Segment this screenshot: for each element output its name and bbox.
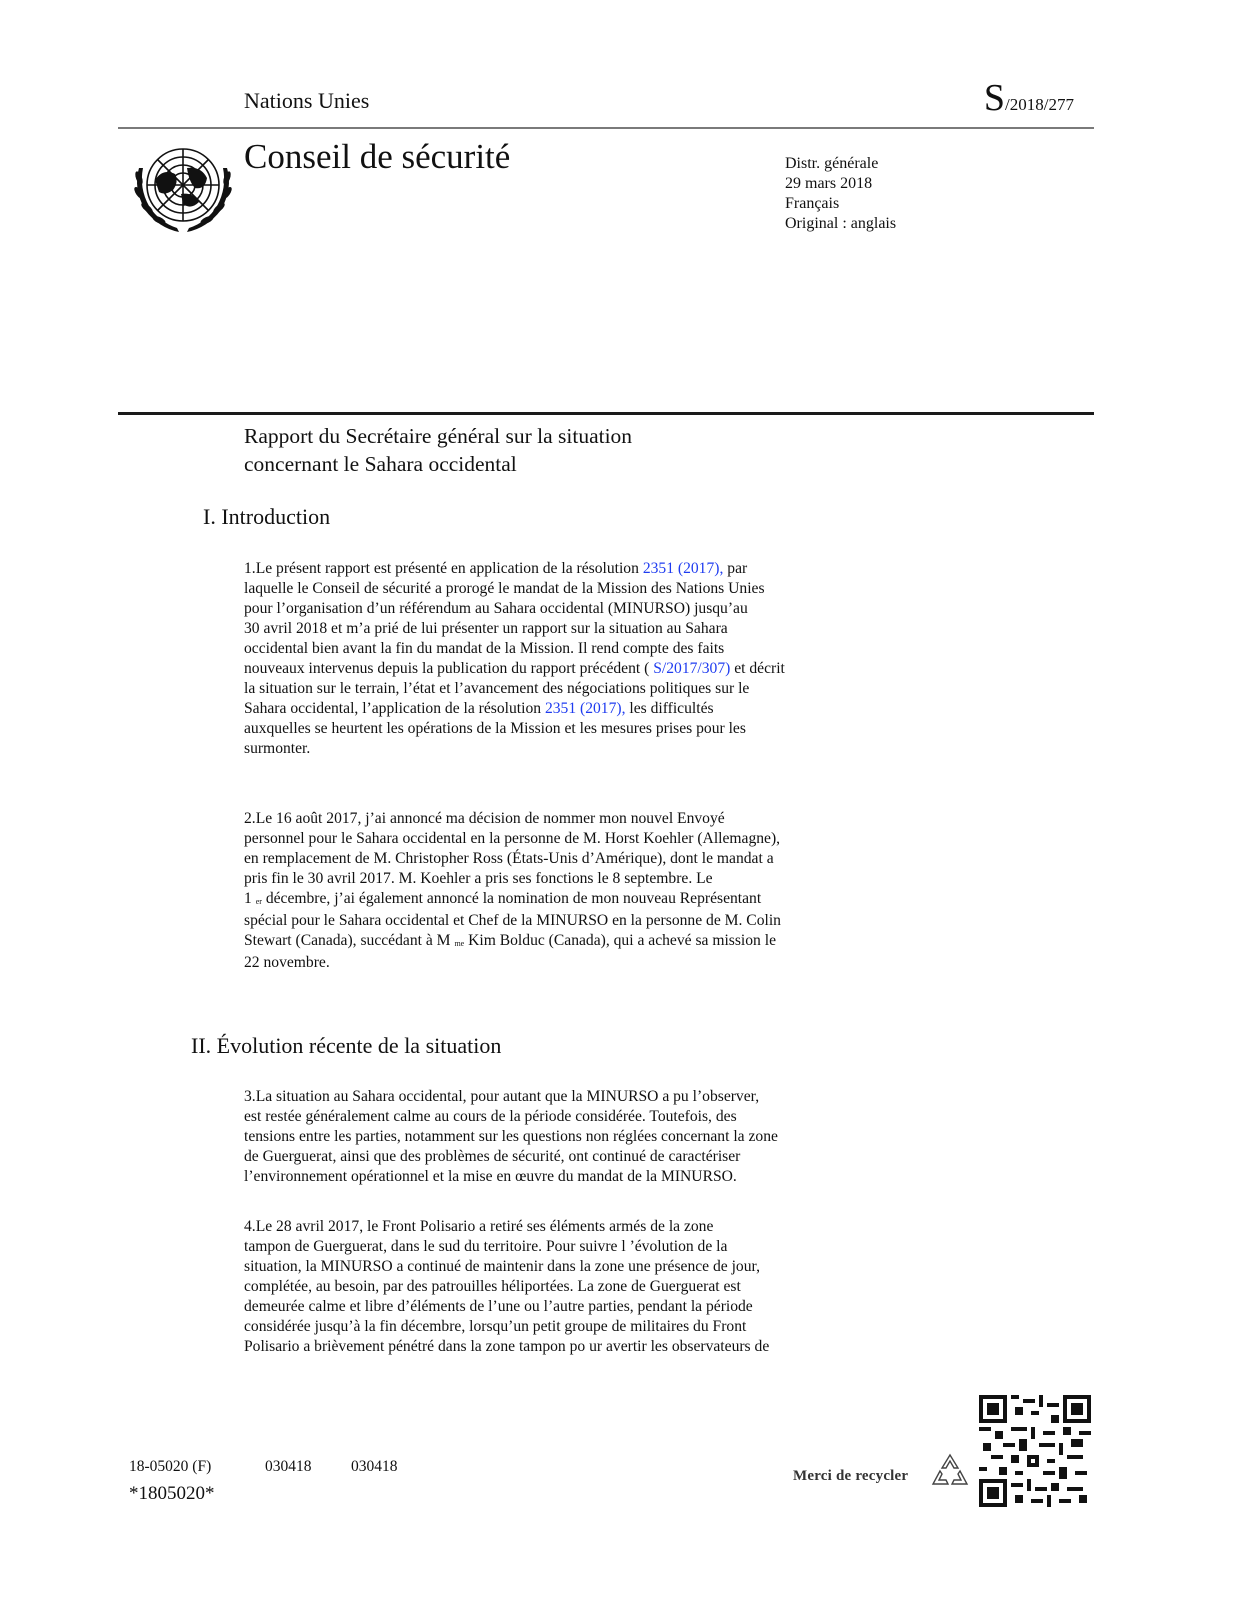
text-line: Polisario a brièvement pénétré dans la zone tampon po ur avertir les observateurs de <box>244 1338 770 1355</box>
job-number: 18-05020 (F) <box>129 1458 212 1475</box>
paragraph-1 <box>244 559 864 759</box>
title-line: concernant le Sahara occidental <box>244 452 517 476</box>
recycle-label: Merci de recycler <box>793 1468 909 1484</box>
footer-date-1: 030418 <box>265 1458 312 1475</box>
text-line: spécial pour le Sahara occidental et Chef de la MINURSO en la personne de M. Colin <box>244 912 781 929</box>
distribution-block <box>785 154 896 234</box>
text-line: l’environnement opérationnel et la mise en œuvre du mandat de la MINURSO. <box>244 1168 737 1185</box>
footer-date-2: 030418 <box>351 1458 398 1475</box>
text-line: considérée jusqu’à la fin décembre, lorsqu’un petit groupe de militaires du Front <box>244 1318 747 1335</box>
text-line: situation, la MINURSO a continué de maintenir dans la zone une présence de jour, <box>244 1258 760 1275</box>
resolution-2351-link[interactable]: 2351 (2017), <box>544 700 626 717</box>
text-line: la situation sur le terrain, l’état et l’avancement des négociations politiques sur le <box>244 680 750 697</box>
paragraph-4 <box>244 1217 864 1357</box>
report-s-2017-307-link[interactable]: S/2017/307) <box>653 660 731 677</box>
superscript: me <box>454 939 465 948</box>
text-line: de Guerguerat, ainsi que des problèmes de sécurité, ont continué de caractériser <box>244 1148 741 1165</box>
title-rule <box>118 412 1094 415</box>
symbol-prefix: S <box>983 77 1006 119</box>
recycle-icon <box>930 1452 970 1490</box>
text: par <box>723 560 748 577</box>
text-line: est restée généralement calme au cours de la période considérée. Toutefois, des <box>244 1108 737 1125</box>
document-symbol <box>984 76 1074 120</box>
paragraph-3 <box>244 1087 864 1187</box>
title-line: Rapport du Secrétaire général sur la situation <box>244 424 633 448</box>
paragraph-2 <box>244 809 864 973</box>
text-line <box>244 659 864 679</box>
original-language: Original : anglais <box>785 215 897 232</box>
qr-code-icon <box>979 1395 1091 1507</box>
text-line <box>244 931 864 953</box>
text-line: surmonter. <box>244 740 311 757</box>
resolution-2351-link[interactable]: 2351 (2017), <box>642 560 724 577</box>
section-heading-introduction: I. Introduction <box>203 504 331 529</box>
text: et décrit <box>730 660 785 677</box>
text-line: demeurée calme et libre d’éléments de l’une ou l’autre parties, pendant la période <box>244 1298 753 1315</box>
text-line: 3.La situation au Sahara occidental, pour autant que la MINURSO a pu l’observer, <box>244 1088 760 1105</box>
text-line: pris fin le 30 avril 2017. M. Koehler a pris ses fonctions le 8 septembre. Le <box>244 870 713 887</box>
text-line: personnel pour le Sahara occidental en la personne de M. Horst Koehler (Allemagne), <box>244 830 781 847</box>
text-line: 30 avril 2018 et m’a prié de lui présenter un rapport sur la situation au Sahara <box>244 620 728 637</box>
text-line: laquelle le Conseil de sécurité a prorogé le mandat de la Mission des Nations Unies <box>244 580 765 597</box>
superscript: er <box>255 897 262 906</box>
text-line: 2.Le 16 août 2017, j’ai annoncé ma décision de nommer mon nouvel Envoyé <box>244 810 725 827</box>
text: nouveaux intervenus depuis la publication du rapport précédent ( <box>244 660 654 677</box>
distribution: Distr. générale <box>785 155 879 172</box>
text: les difficultés <box>625 700 714 717</box>
document-date: 29 mars 2018 <box>785 175 873 192</box>
section-heading-evolution: II. Évolution récente de la situation <box>191 1033 502 1058</box>
text-line: occidental bien avant la fin du mandat de la Mission. Il rend compte des faits <box>244 640 725 657</box>
text-line: complétée, au besoin, par des patrouilles héliportées. La zone de Guerguerat est <box>244 1278 741 1295</box>
header-rule <box>118 127 1094 129</box>
text-line <box>244 699 864 719</box>
council-name: Conseil de sécurité <box>244 137 511 176</box>
text-line: tensions entre les parties, notamment sur les questions non réglées concernant la zone <box>244 1128 778 1145</box>
symbol-suffix: /2018/277 <box>1005 95 1074 114</box>
barcode-text: *1805020* <box>129 1483 215 1504</box>
text: 1 <box>244 890 256 907</box>
text: Sahara occidental, l’application de la résolution <box>244 700 545 717</box>
text-line <box>244 559 864 579</box>
text-line: tampon de Guerguerat, dans le sud du territoire. Pour suivre l ’évolution de la <box>244 1238 728 1255</box>
text: Kim Bolduc (Canada), qui a achevé sa mission le <box>464 932 777 949</box>
un-emblem-icon <box>125 138 241 238</box>
text-line <box>244 889 864 911</box>
document-title <box>244 422 632 478</box>
text-line: 4.Le 28 avril 2017, le Front Polisario a retiré ses éléments armés de la zone <box>244 1218 714 1235</box>
text-line: auxquelles se heurtent les opérations de la Mission et les mesures prises pour les <box>244 720 746 737</box>
text-line: 22 novembre. <box>244 954 330 971</box>
text-line: pour l’organisation d’un référendum au Sahara occidental (MINURSO) jusqu’au <box>244 600 748 617</box>
text: décembre, j’ai également annoncé la nomination de mon nouveau Représentant <box>261 890 762 907</box>
text-line: en remplacement de M. Christopher Ross (États-Unis d’Amérique), dont le mandat a <box>244 850 774 867</box>
organization-name: Nations Unies <box>244 88 370 113</box>
document-language: Français <box>785 195 840 212</box>
text: 1.Le présent rapport est présenté en application de la résolution <box>244 560 643 577</box>
text: Stewart (Canada), succédant à M <box>244 932 455 949</box>
